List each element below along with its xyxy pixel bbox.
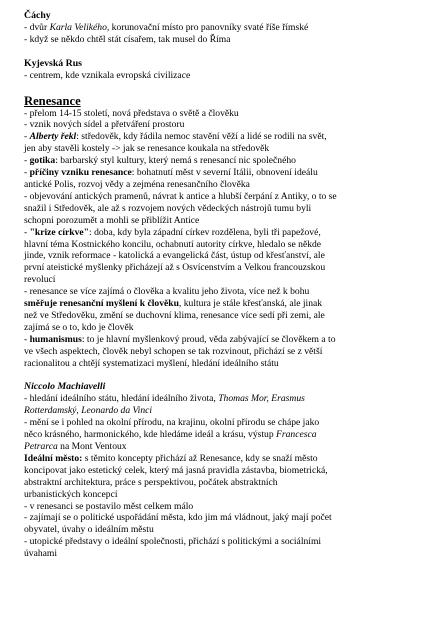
text-line: - renesance se více zajímá o člověka a kvalitu jeho života, více než k bohu — [24, 286, 310, 298]
text-line: - gotika: barbarský styl kultury, který nemá s renesancí nic společného — [24, 155, 296, 167]
text-line: úvahami — [24, 548, 58, 560]
text-line: - dvůr Karla Velikého, korunovační místo pro panovníky svaté říše římské — [24, 21, 309, 33]
section-renesance — [24, 94, 419, 370]
text-line: - v renesanci se postavilo měst celkem málo — [24, 500, 194, 512]
text-line: - utopické představy o ideální společnosti, přichází s politickými a sociálními — [24, 536, 322, 548]
text-line: abstraktní architektura, práce s perspektivou, počátek abstraktních — [24, 476, 278, 488]
text-line: - objevování antických pramenů, návrat k antice a hlubší čerpání z Antiky, o to se — [24, 190, 337, 202]
text-line: - humanismus: to je hlavní myšlenkový proud, věda zabývající se člověkem a to — [24, 333, 336, 345]
text-line: něco krásného, harmonického, kde hledáme ideál a krásu, výstup Francesca — [24, 429, 317, 441]
text-line: koncipovat jako estetický celek, který má jasná pravidla zástavba, biometrická, — [24, 464, 328, 476]
text-line: - příčiny vzniku renesance: bohatnutí měst v severní Itálii, obnovení ideálu — [24, 167, 318, 179]
heading-machiavelli: Niccolo Machiavelli — [24, 381, 106, 393]
text-line: - přelom 14-15 století, nová představa o světě a člověku — [24, 107, 239, 119]
heading-kyjev: Kyjevská Rus — [24, 57, 82, 69]
heading-renesance: Renesance — [24, 93, 81, 108]
text-line: racionalitou a chtějí systematizaci myšlení, hledání ideálního státu — [24, 357, 279, 369]
text-line: snažil i Středověk, ale až s rozvojem nových vědeckých nástrojů tumu byli — [24, 202, 312, 214]
text-line: Ideální město: s těmito koncepty přichází až Renesance, kdy se snaží město — [24, 452, 318, 464]
heading-cachy: Čáchy — [24, 10, 51, 21]
text-line: zajímá se o to, kdo je člověk — [24, 321, 134, 333]
text-line: jinde, vznik reformace - katolická a evangelická část, ústup od křesťanství, ale — [24, 250, 325, 262]
text-line: - mění se i pohled na okolní přírodu, na krajinu, okolní přírodu se chápe jako — [24, 417, 320, 429]
text-line: jen aby stavěli kostely -> jak se renesance koukala na středověk — [24, 143, 270, 155]
text-line: ve všech aspektech, člověk nebyl schopen se tak rozvinout, přichází se z větší — [24, 345, 323, 357]
text-line: Rotterdamský, Leonardo da Vinci — [24, 405, 153, 417]
section-cachy — [24, 10, 419, 46]
text-line: - centrem, kde vznikala evropská civilizace — [24, 69, 191, 81]
text-line: - "krize církve": doba, kdy byla západní církev rozdělena, byli tři papežové, — [24, 226, 321, 238]
text-line: - vznik nových sídel a přetváření prostoru — [24, 119, 185, 131]
section-machiavelli — [24, 381, 419, 560]
text-line: Petrarca na Mont Ventoux — [24, 441, 127, 452]
text-line: urbanistických koncepcí — [24, 488, 118, 500]
text-line: první ateistické myšlenky přicházejí až s Osvícenstvím a Velkou francouzskou — [24, 262, 326, 274]
text-line: antické Polis, rozvoj vědy a zejména renesančního člověka — [24, 178, 250, 190]
text-line: schopni porozumět a mohli se přiblížit Antice — [24, 214, 200, 226]
text-line: revolucí — [24, 274, 56, 286]
text-line: - Alberty řekl: středověk, kdy řádila nemoc stavění věží a lidé se rodili na svět, — [24, 131, 327, 143]
text-line: - když se někdo chtěl stát císařem, tak musel do Říma — [24, 33, 231, 45]
text-line: obyvatel, úvahy o ideálním městu — [24, 524, 154, 536]
text-line: hlavní téma Kostnického koncilu, ochabnutí autority církve, hledalo se někde — [24, 238, 322, 250]
text-line: než ve Středověku, změní se duchovní klima, renesance více sedí při zemi, ale — [24, 309, 325, 321]
section-kyjev — [24, 58, 419, 82]
text-line: - hledání ideálního státu, hledání ideálního života, Thomas Mor, Erasmus — [24, 393, 305, 405]
text-line: směřuje renesanční myšlení k člověku, kultura je stále křesťanská, ale jinak — [24, 298, 323, 310]
text-line: - zajímají se o politické uspořádání města, kdo jim má vládnout, jaký mají počet — [24, 512, 332, 524]
